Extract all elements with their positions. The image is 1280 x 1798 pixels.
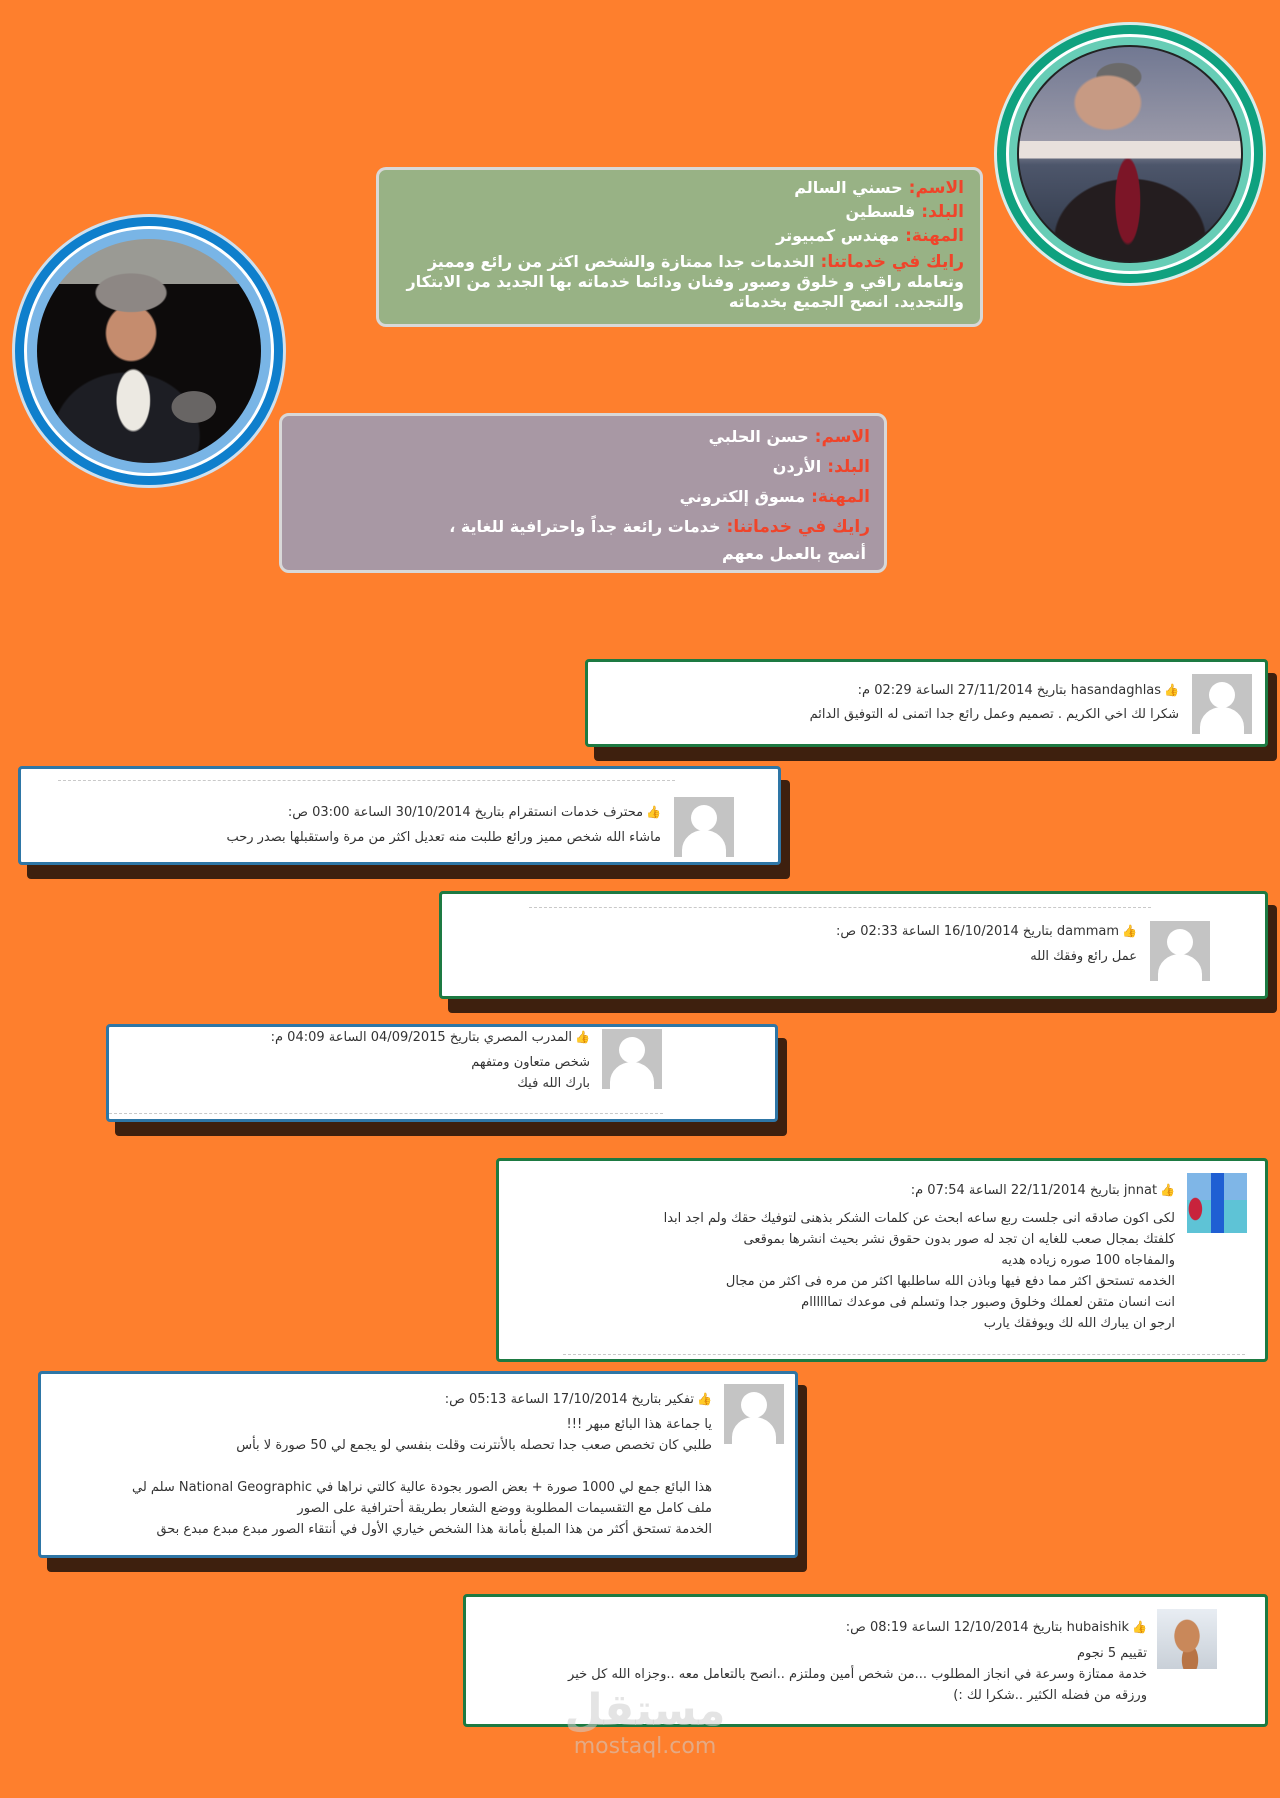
comment-user[interactable]: محترف خدمات انستقرام (508, 805, 644, 820)
comment-user[interactable]: jnnat (1123, 1183, 1158, 1198)
comment-card (18, 766, 781, 865)
job-value: مهندس كمبيوتر (776, 226, 900, 245)
comment-text: الخدمة تستحق أكثر من هذا المبلغ بأمانة هذا الشخص خياري الأول في أنتقاء الصور مبدع مبدع مبدع بحق (156, 1522, 712, 1537)
default-avatar-icon (602, 1029, 662, 1089)
comment-date: بتاريخ 16/10/2014 الساعة 02:33 ص: (836, 924, 1053, 939)
testimonial-box-hosni (376, 167, 983, 327)
comment-text: ورزقه من فضله الكثير ..شكرا لك :) (953, 1688, 1147, 1703)
thumbs-up-icon: 👍 (575, 1030, 590, 1044)
job-label: المهنة: (811, 487, 870, 507)
comment-text: تقييم 5 نجوم (1076, 1646, 1147, 1661)
opinion-row (296, 512, 870, 542)
divider (529, 907, 1151, 908)
country-value: فلسطين (845, 202, 916, 221)
camel-photo-avatar (1157, 1609, 1217, 1669)
comment-text: خدمة ممتازة وسرعة في انجاز المطلوب ...من شخص أمين وملتزم ..انصح بالتعامل معه ..وجزاه الله كل خير (568, 1667, 1147, 1682)
thumbs-up-icon: 👍 (1160, 1183, 1175, 1197)
opinion-value: خدمات رائعة جداً واحترافية للغاية ، (449, 517, 721, 536)
name-value: حسن الحلبي (708, 427, 809, 446)
comment-meta (445, 1389, 712, 1410)
comment-user[interactable]: المدرب المصري (483, 1030, 573, 1045)
comment-text: شخص متعاون ومتفهم (471, 1055, 590, 1070)
default-avatar-icon (724, 1384, 784, 1444)
watermark-latin: mostaql.com (573, 1734, 717, 1759)
country-label: البلد: (921, 202, 964, 222)
job-value: مسوق إلكتروني (679, 487, 806, 506)
thumbs-up-icon: 👍 (646, 805, 661, 819)
comment-text: بارك الله فيك (517, 1076, 590, 1091)
country-row (395, 200, 964, 224)
testimonial-box-hassan (279, 413, 887, 573)
comment-card (106, 1024, 778, 1122)
comment-date: بتاريخ 22/11/2014 الساعة 07:54 م: (910, 1183, 1120, 1198)
comment-user[interactable]: تفكير (665, 1392, 695, 1407)
comment-meta (288, 802, 661, 823)
opinion-value-2: أنصح بالعمل معهم (721, 544, 866, 563)
opinion-row-2 (296, 542, 866, 566)
country-row (296, 452, 870, 482)
comment-text: ماشاء الله شخص مميز ورائع طلبت منه تعديل اكثر من مرة واستقبلها بصدر رحب (226, 830, 661, 845)
comment-text: طلبي كان تخصص صعب جدا تحصله بالأنترنت وقلت بنفسي لو يجمع لي 50 صورة لا بأس (236, 1438, 712, 1453)
comment-text: يا جماعة هذا البائع مبهر !!! (566, 1417, 712, 1432)
comment-meta (911, 1180, 1175, 1201)
comment-text: ملف كامل مع التقسيمات المطلوبة ووضع الشعار بطريقة أحترافية على الصور (297, 1501, 712, 1516)
comment-meta (846, 1617, 1147, 1638)
comment-text: انت انسان متقن لعملك وخلوق وصبور جدا وتسلم فى موعدك تماااااام (801, 1295, 1175, 1310)
comment-user[interactable]: hasandaghlas (1070, 683, 1162, 698)
comment-date: بتاريخ 17/10/2014 الساعة 05:13 ص: (444, 1392, 662, 1407)
comment-date: بتاريخ 27/11/2014 الساعة 02:29 م: (857, 683, 1067, 698)
job-row (395, 224, 964, 248)
job-row (296, 482, 870, 512)
name-row (395, 176, 964, 200)
comment-text: والمفاجاه 100 صوره زياده هديه (1001, 1253, 1175, 1268)
default-avatar-icon (1150, 921, 1210, 981)
divider (109, 1113, 663, 1114)
comment-text: هذا البائع جمع لي 1000 صورة + بعض الصور بجودة عالية كالتي نراها في National Geographic سلم لي (131, 1480, 712, 1495)
default-avatar-icon (1192, 674, 1252, 734)
comment-user[interactable]: hubaishik (1066, 1620, 1130, 1635)
comment-date: بتاريخ 12/10/2014 الساعة 08:19 ص: (845, 1620, 1063, 1635)
divider (58, 780, 675, 781)
comment-text: الخدمه تستحق اكثر مما دفع فيها وباذن الله ساطلبها اكثر من مره فى اكثر من مجال (725, 1274, 1175, 1289)
opinion-label: رايك في خدماتنا: (820, 252, 964, 272)
default-avatar-icon (674, 797, 734, 857)
comment-meta (271, 1027, 590, 1048)
comment-user[interactable]: dammam (1056, 924, 1120, 939)
comment-card (439, 891, 1268, 999)
opinion-value: الخدمات جدا ممتازة والشخص اكثر من رائع ومميز وتعامله راقي و خلوق وصبور وفنان ودائما خدماته بها الجديد من الابتكار والتجديد. انصح الجميع بخدماته (406, 252, 964, 311)
name-label: الاسم: (908, 178, 964, 198)
profile-photo-man-hat (37, 239, 261, 463)
country-label: البلد: (827, 457, 870, 477)
comment-card (496, 1158, 1268, 1362)
comment-card (585, 659, 1268, 747)
thumbs-up-icon: 👍 (1122, 924, 1137, 938)
country-value: الأردن (772, 457, 822, 476)
thumbs-up-icon: 👍 (697, 1392, 712, 1406)
comment-meta (858, 680, 1179, 701)
name-label: الاسم: (814, 427, 870, 447)
profile-photo-man-suit (1017, 45, 1243, 263)
name-row (296, 422, 870, 452)
divider (563, 1354, 1245, 1355)
opinion-row (395, 252, 964, 312)
comment-date: بتاريخ 04/09/2015 الساعة 04:09 م: (270, 1030, 480, 1045)
comment-text: كلفتك بمجال صعب للغايه ان تجد له صور بدون حقوق نشر بحيث انشرها بموقعى (743, 1232, 1175, 1247)
comment-text: عمل رائع وفقك الله (1030, 949, 1137, 964)
comment-text: شكرا لك اخي الكريم . تصميم وعمل رائع جدا اتمنى له التوفيق الدائم (809, 707, 1179, 722)
comment-text: لكى اكون صادقه انى جلست ربع ساعه ابحث عن كلمات الشكر بذهنى لتوفيك حقك ولم اجد ابدا (663, 1211, 1175, 1226)
thumbs-up-icon: 👍 (1164, 683, 1179, 697)
comment-card (38, 1371, 798, 1558)
door-sea-photo-avatar (1187, 1173, 1247, 1233)
thumbs-up-icon: 👍 (1132, 1620, 1147, 1634)
opinion-label: رايك في خدماتنا: (726, 517, 870, 537)
name-value: حسني السالم (794, 178, 903, 197)
mostaql-watermark (555, 1685, 735, 1760)
profile-avatar-hassan (12, 214, 286, 488)
watermark-arabic: مستقل (564, 1685, 726, 1736)
job-label: المهنة: (905, 226, 964, 246)
profile-avatar-hosni (994, 22, 1266, 286)
comment-meta (836, 921, 1137, 942)
comment-text: ارجو ان يبارك الله لك ويوفقك يارب (983, 1316, 1175, 1331)
comment-date: بتاريخ 30/10/2014 الساعة 03:00 ص: (287, 805, 505, 820)
